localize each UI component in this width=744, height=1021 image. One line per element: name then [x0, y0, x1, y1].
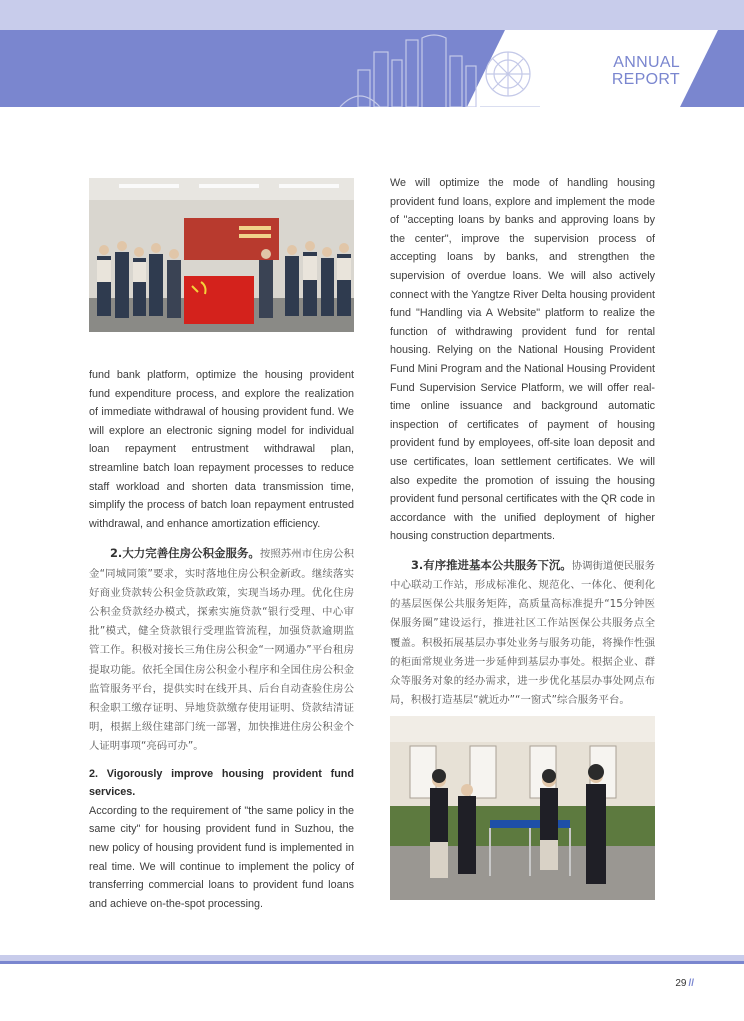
page-number-mark: //: [688, 978, 694, 989]
city-skyline-graphic: [330, 30, 560, 107]
annual-report-title: [560, 54, 680, 88]
page-number-value: 29: [675, 978, 687, 989]
right-column: [390, 174, 655, 711]
left-zh-body: 按照苏州市住房公积金“同城同策”要求，实时落地住房公积金新政。继续落实好商业贷款转公积金贷款政策，实现当场办理。优化住房公积金贷款经办模式，探索实施贷款“银行受理、中心审批”模式，健全贷款银行受理监管流程，加强贷款逾期监管工作。积极对接长三角住房公积金“一网通办”平台租房提取功能。依托全国住房公积金小程序和全国住房公积金监管服务平台，提供实时在线开具、后台自动查验住房公积金职工缴存证明、异地贷款缴存使用证明、贷款结清证明，根据上级住建部门统一部署，加快推进住房公积金个人证明事项“亮码可办”。: [89, 548, 354, 753]
title-line-annual: ANNUAL: [613, 54, 680, 71]
header-top-band: [0, 0, 744, 30]
outdoor-service-photo: [390, 716, 655, 900]
right-zh-section: [390, 556, 655, 711]
left-en-heading: 2. Vigorously improve housing provident fund services.: [89, 767, 354, 799]
right-en-paragraph: We will optimize the mode of handling housing provident fund loans, explore and implement the mode of "accepting loans by banks and approving loans by the center", improve the supervision process of accepting loans by banks, and strengthen the supervision of overdue loans. We will also actively connect with the Yangtze River Delta housing provident fund "Handling via A Website" platform to realize the function of withdrawing provident fund for rental housing. Relying on the National Housing Provident Fund Mini Program and the National Housing Provident Fund Supervision Service Platform, we will offer real-time online issuance and background automatic inspection of certificates of payment of housing provident fund by employees, off-site loan deposit and use certificates, loan settlement certificates. We will also expedite the promotion of issuing the housing provident fund personal certificates with the QR code in accordance with the unified deployment of higher housing construction departments.: [390, 177, 655, 543]
right-zh-body: 协调街道便民服务中心联动工作站，形成标准化、规范化、一体化、便利化的基层医保公共服务矩阵，高质量高标准提升“15分钟医保服务圈”建设运行，推进社区工作站医保公共服务点全覆盖。积极拓展基层办事处业务与服务功能，将操作性强的柜面常规业务进一步延伸到基层办事处。根据企业、群众等服务对象的经办需求，进一步优化基层办事处网点布局，积极打造基层“就近办”“一窗式”综合服务平台。: [390, 559, 655, 707]
group-photo-with-flag: [89, 178, 354, 332]
title-line-report: REPORT: [611, 71, 680, 88]
right-zh-heading: 3.有序推进基本公共服务下沉。: [411, 557, 572, 572]
page-number: [675, 978, 694, 989]
left-en-paragraph: fund bank platform, optimize the housing provident fund expenditure process, and explore the realization of immediate withdrawal of housing provident fund. We will explore an electronic signing model for individual loan repayment entrustment withdrawal plan, streamline batch loan repayment processes to reduce staff workload and shorten data transmission time, simplify the process of batch loan repayment entrusted withdrawal, and enhance amortization efficiency.: [89, 369, 354, 530]
footer-band-dark: [0, 961, 744, 964]
left-zh-heading: 2.大力完善住房公积金服务。: [110, 546, 260, 561]
left-column: [89, 366, 354, 913]
left-en-body: According to the requirement of "the same policy in the same city" for housing provident fund in Suzhou, the new policy of housing provident fund is implemented in real time. We will continue to implement the policy of transferring commercial loans to provident fund loans and achieve on-the-spot processing.: [89, 804, 354, 910]
left-zh-section: [89, 544, 354, 756]
